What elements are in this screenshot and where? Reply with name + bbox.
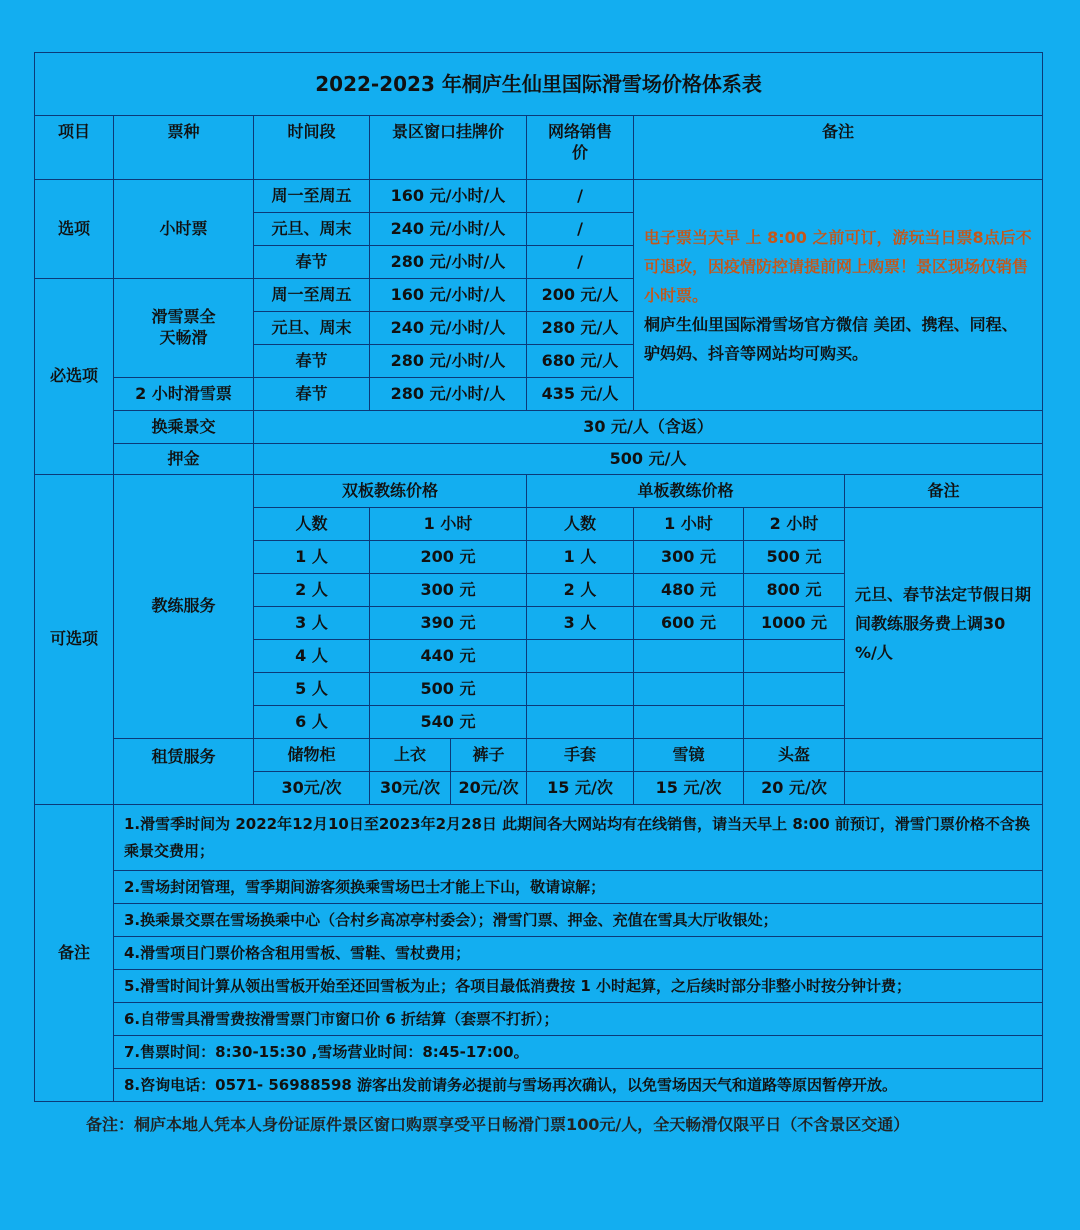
double-price-cell: 390 元 <box>370 607 527 640</box>
rental-item-name: 头盔 <box>744 739 845 772</box>
deposit-label: 押金 <box>114 444 254 475</box>
remark-item: 7.售票时间：8:30-15:30 ,雪场营业时间：8:45-17:00。 <box>114 1036 1043 1069</box>
rental-item-price: 30元/次 <box>370 772 451 805</box>
required-label: 必选项 <box>35 279 114 475</box>
single-people-cell: 2 人 <box>527 574 634 607</box>
single-people-header: 人数 <box>527 508 634 541</box>
remark-item: 5.滑雪时间计算从领出雪板开始至还回雪板为止；各项目最低消费按 1 小时起算，之后续时部分非整小时按分钟计费； <box>114 970 1043 1003</box>
remark-item: 1.滑雪季时间为 2022年12月10日至2023年2月28日 此期间各大网站均有在线销售，请当天早上 8:00 前预订，滑雪门票价格不含换乘景交费用； <box>114 805 1043 871</box>
double-people-cell: 6 人 <box>254 706 370 739</box>
transfer-value: 30 元/人（含返） <box>254 411 1043 444</box>
single-board-title: 单板教练价格 <box>527 475 845 508</box>
single-2h-header: 2 小时 <box>744 508 845 541</box>
transfer-label: 换乘景交 <box>114 411 254 444</box>
period-cell: 春节 <box>254 345 370 378</box>
online-price-cell: 280 元/人 <box>527 312 634 345</box>
rental-service-label: 租赁服务 <box>114 739 254 805</box>
window-price-cell: 160 元/小时/人 <box>370 279 527 312</box>
footer-note: 备注：桐庐本地人凭本人身份证原件景区窗口购票享受平日畅滑门票100元/人，全天畅滑仅限平日（不含景区交通） <box>86 1115 910 1134</box>
window-price-cell: 280 元/小时/人 <box>370 246 527 279</box>
empty-cell <box>634 640 744 673</box>
online-price-cell: / <box>527 180 634 213</box>
header-period: 时间段 <box>254 116 370 180</box>
remarks-label: 备注 <box>35 805 114 1102</box>
optional-label: 选项 <box>35 180 114 279</box>
double-people-cell: 2 人 <box>254 574 370 607</box>
rental-item-name: 雪镜 <box>634 739 744 772</box>
rental-item-name: 上衣 <box>370 739 451 772</box>
price-table-container <box>34 52 1042 1102</box>
refund-policy-note: 电子票当天早 上 8:00 之前可订，游玩当日票8点后不可退改，因疫情防控请提前网上购票！景区现场仅销售小时票。 <box>644 227 1032 305</box>
single-people-cell: 3 人 <box>527 607 634 640</box>
online-price-cell: 435 元/人 <box>527 378 634 411</box>
empty-cell <box>527 673 634 706</box>
double-price-cell: 200 元 <box>370 541 527 574</box>
double-people-cell: 4 人 <box>254 640 370 673</box>
ticket-purchase-note <box>634 180 1043 411</box>
double-price-cell: 300 元 <box>370 574 527 607</box>
window-price-cell: 240 元/小时/人 <box>370 312 527 345</box>
period-cell: 周一至周五 <box>254 180 370 213</box>
empty-cell <box>634 706 744 739</box>
online-price-cell: 200 元/人 <box>527 279 634 312</box>
full-day-ticket-label: 滑雪票全 天畅滑 <box>114 279 254 378</box>
empty-cell <box>744 640 845 673</box>
period-cell: 元旦、周末 <box>254 312 370 345</box>
price-table <box>34 52 1043 1102</box>
window-price-cell: 280 元/小时/人 <box>370 345 527 378</box>
double-price-cell: 540 元 <box>370 706 527 739</box>
double-people-header: 人数 <box>254 508 370 541</box>
single-people-cell: 1 人 <box>527 541 634 574</box>
rental-item-name: 储物柜 <box>254 739 370 772</box>
remark-item: 3.换乘景交票在雪场换乘中心（合村乡高凉亭村委会）；滑雪门票、押金、充值在雪具大厅收银处； <box>114 904 1043 937</box>
double-board-title: 双板教练价格 <box>254 475 527 508</box>
header-remark: 备注 <box>634 116 1043 180</box>
remark-item: 4.滑雪项目门票价格含租用雪板、雪鞋、雪杖费用； <box>114 937 1043 970</box>
rental-item-price: 15 元/次 <box>527 772 634 805</box>
double-price-cell: 440 元 <box>370 640 527 673</box>
coach-holiday-note: 元旦、春节法定节假日期间教练服务费上调30 %/人 <box>845 508 1043 739</box>
online-price-cell: / <box>527 246 634 279</box>
empty-cell <box>845 739 1043 772</box>
empty-cell <box>744 706 845 739</box>
double-price-cell: 500 元 <box>370 673 527 706</box>
rental-item-price: 15 元/次 <box>634 772 744 805</box>
two-hour-ticket-label: 2 小时滑雪票 <box>114 378 254 411</box>
empty-cell <box>634 673 744 706</box>
header-item: 项目 <box>35 116 114 180</box>
coach-service-label: 教练服务 <box>114 475 254 739</box>
empty-cell <box>845 772 1043 805</box>
window-price-cell: 160 元/小时/人 <box>370 180 527 213</box>
header-window-price: 景区窗口挂牌价 <box>370 116 527 180</box>
remark-item: 6.自带雪具滑雪费按滑雪票门市窗口价 6 折结算（套票不打折）； <box>114 1003 1043 1036</box>
empty-cell <box>527 706 634 739</box>
single-1h-header: 1 小时 <box>634 508 744 541</box>
page-title: 2022-2023 年桐庐生仙里国际滑雪场价格体系表 <box>35 53 1043 116</box>
single-2h-cell: 500 元 <box>744 541 845 574</box>
single-2h-cell: 800 元 <box>744 574 845 607</box>
deposit-value: 500 元/人 <box>254 444 1043 475</box>
coach-remark-title: 备注 <box>845 475 1043 508</box>
single-2h-cell: 1000 元 <box>744 607 845 640</box>
purchase-channel-note: 桐庐生仙里国际滑雪场官方微信 美团、携程、同程、驴妈妈、抖音等网站均可购买。 <box>644 314 1018 363</box>
double-1h-header: 1 小时 <box>370 508 527 541</box>
rental-item-price: 20元/次 <box>451 772 527 805</box>
double-people-cell: 3 人 <box>254 607 370 640</box>
single-1h-cell: 480 元 <box>634 574 744 607</box>
window-price-cell: 280 元/小时/人 <box>370 378 527 411</box>
rental-item-name: 手套 <box>527 739 634 772</box>
double-people-cell: 5 人 <box>254 673 370 706</box>
empty-cell <box>744 673 845 706</box>
empty-cell <box>527 640 634 673</box>
double-people-cell: 1 人 <box>254 541 370 574</box>
single-1h-cell: 300 元 <box>634 541 744 574</box>
remark-item: 8.咨询电话：0571- 56988598 游客出发前请务必提前与雪场再次确认，以免雪场因天气和道路等原因暂停开放。 <box>114 1069 1043 1102</box>
header-online-price: 网络销售 价 <box>527 116 634 180</box>
hourly-ticket-label: 小时票 <box>114 180 254 279</box>
header-ticket-type: 票种 <box>114 116 254 180</box>
extra-label: 可选项 <box>35 475 114 805</box>
window-price-cell: 240 元/小时/人 <box>370 213 527 246</box>
period-cell: 春节 <box>254 246 370 279</box>
period-cell: 元旦、周末 <box>254 213 370 246</box>
rental-item-price: 30元/次 <box>254 772 370 805</box>
online-price-cell: 680 元/人 <box>527 345 634 378</box>
period-cell: 春节 <box>254 378 370 411</box>
single-1h-cell: 600 元 <box>634 607 744 640</box>
online-price-cell: / <box>527 213 634 246</box>
rental-item-price: 20 元/次 <box>744 772 845 805</box>
remark-item: 2.雪场封闭管理，雪季期间游客须换乘雪场巴士才能上下山，敬请谅解； <box>114 871 1043 904</box>
period-cell: 周一至周五 <box>254 279 370 312</box>
rental-item-name: 裤子 <box>451 739 527 772</box>
